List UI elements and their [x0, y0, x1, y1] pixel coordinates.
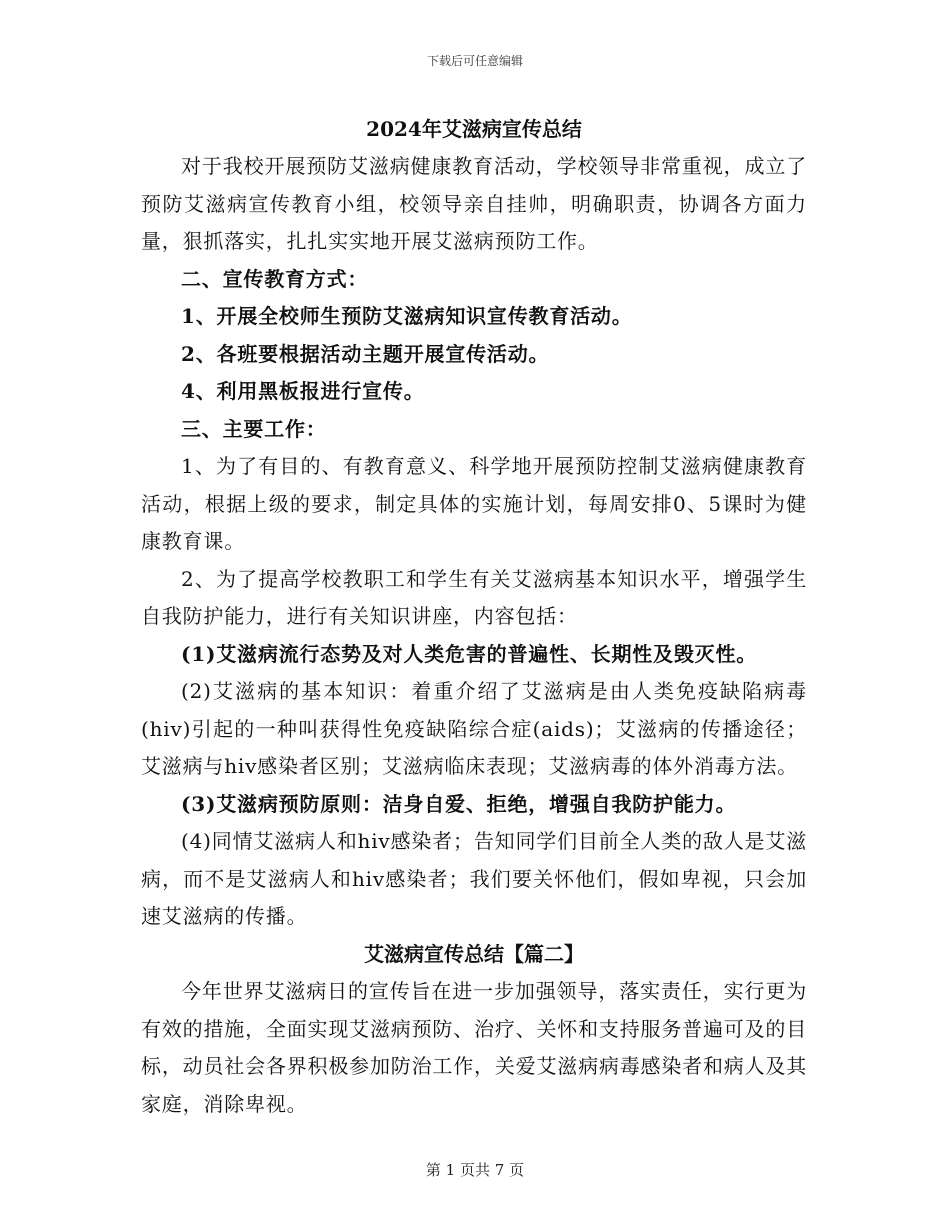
document-body: [141, 114, 807, 1123]
method-item-4: 4、利用黑板报进行宣传。: [181, 379, 425, 403]
intro-paragraph: 对于我校开展预防艾滋病健康教育活动，学校领导非常重视，成立了预防艾滋病宣传教育小组，校领导亲自挂帅，明确职责，协调各方面力量，狠抓落实，扎扎实实地开展艾滋病预防工作。: [141, 154, 807, 253]
method-item-1: 1、开展全校师生预防艾滋病知识宣传教育活动。: [181, 304, 633, 328]
work-item-1: 1、为了有目的、有教育意义、科学地开展预防控制艾滋病健康教育活动，根据上级的要求，制定具体的实施计划，每周安排0、5课时为健康教育课。: [141, 454, 807, 553]
work-item-2: 2、为了提高学校教职工和学生有关艾滋病基本知识水平，增强学生自我防护能力，进行有关知识讲座，内容包括：: [141, 566, 807, 628]
lecture-point-2: (2)艾滋病的基本知识：着重介绍了艾滋病是由人类免疫缺陷病毒(hiv)引起的一种叫获得性免疫缺陷综合症(aids)；艾滋病的传播途径；艾滋病与hiv感染者区别；艾滋病临床表现；艾滋病毒的体外消毒方法。: [141, 679, 807, 778]
lecture-point-3: (3)艾滋病预防原则：洁身自爱、拒绝，增强自我防护能力。: [181, 791, 737, 816]
page-number: 第 1 页共 7 页: [425, 1161, 525, 1179]
section2-paragraph: 今年世界艾滋病日的宣传旨在进一步加强领导，落实责任，实行更为有效的措施，全面实现艾滋病预防、治疗、关怀和支持服务普遍可及的目标，动员社会各界积极参加防治工作，关爱艾滋病病毒感染者和病人及其家庭，消除卑视。: [141, 979, 807, 1116]
section-heading-main-work: 三、主要工作：: [181, 416, 327, 441]
lecture-point-1: (1)艾滋病流行态势及对人类危害的普遍性、长期性及毁灭性。: [181, 641, 758, 666]
method-item-2: 2、各班要根据活动主题开展宣传活动。: [181, 341, 550, 366]
section-heading-methods: 二、宣传教育方式：: [181, 266, 369, 291]
document-title: 2024年艾滋病宣传总结: [366, 117, 582, 141]
page-header-note: 下载后可任意编辑: [426, 54, 523, 68]
section2-title: 艾滋病宣传总结【篇二】: [364, 941, 584, 966]
lecture-point-4: (4)同情艾滋病人和hiv感染者；告知同学们目前全人类的敌人是艾滋病，而不是艾滋病人和hiv感染者；我们要关怀他们，假如卑视，只会加速艾滋病的传播。: [141, 829, 807, 928]
